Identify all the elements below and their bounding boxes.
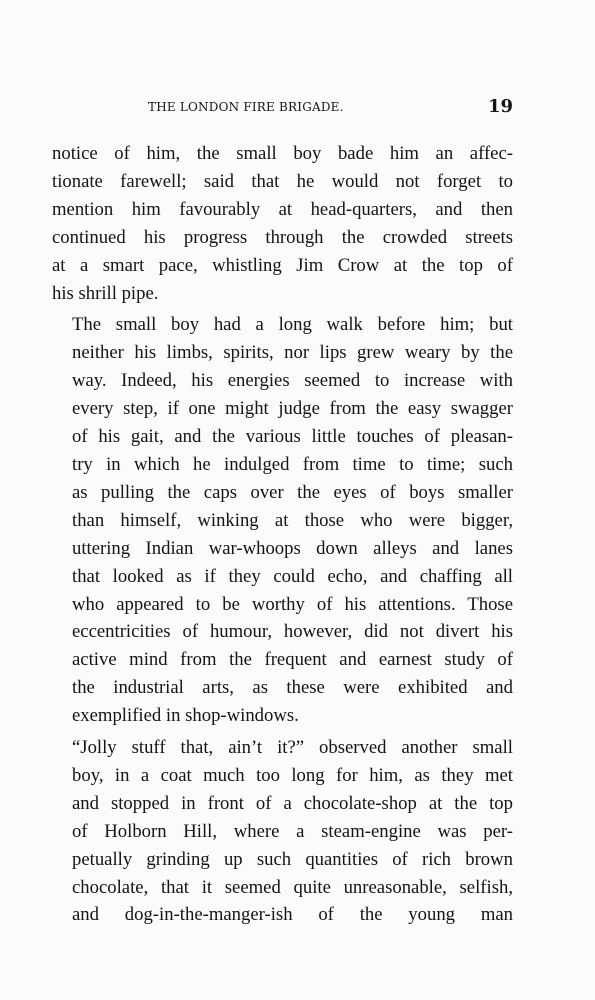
text-line: as pulling the caps over the eyes of boys smaller — [72, 481, 513, 503]
text-line: that looked as if they could echo, and chaffing all — [72, 565, 513, 587]
text-line: neither his limbs, spirits, nor lips grew weary by the — [72, 342, 513, 364]
paragraph-2 — [52, 311, 513, 730]
running-title: THE LONDON FIRE BRIGADE. — [148, 100, 344, 114]
text-line: and dog-in-the-manger-ish of the young man — [72, 904, 513, 926]
text-line: eccentricities of humour, however, did not divert his — [72, 621, 513, 643]
text-line: active mind from the frequent and earnest study of — [72, 649, 513, 671]
text-line: the industrial arts, as these were exhibited and — [72, 677, 513, 699]
paragraph-1 — [52, 140, 513, 307]
body-text — [52, 140, 513, 929]
text-line: of his gait, and the various little touches of pleasan- — [72, 426, 513, 448]
text-line: who appeared to be worthy of his attentions. Those — [72, 593, 513, 615]
text-line: than himself, winking at those who were bigger, — [72, 509, 513, 531]
text-line: exemplified in shop-windows. — [72, 705, 299, 727]
text-line: try in which he indulged from time to time; such — [72, 453, 513, 475]
text-line: every step, if one might judge from the easy swagger — [72, 398, 513, 420]
text-line: petually grinding up such quantities of rich brown — [72, 848, 513, 870]
text-line: mention him favourably at head-quarters, and then — [52, 198, 513, 220]
text-line: boy, in a coat much too long for him, as they met — [72, 764, 513, 786]
book-page — [52, 92, 513, 972]
text-line: uttering Indian war-whoops down alleys and lanes — [72, 537, 513, 559]
text-line: way. Indeed, his energies seemed to increase with — [72, 370, 513, 392]
page-number: 19 — [487, 96, 513, 117]
text-line: at a smart pace, whistling Jim Crow at the top of — [52, 254, 513, 276]
paragraph-3 — [52, 734, 513, 929]
text-line: and stopped in front of a chocolate-shop at the top — [72, 792, 513, 814]
text-line: continued his progress through the crowded streets — [52, 226, 513, 248]
text-line: his shrill pipe. — [52, 282, 159, 304]
text-line: The small boy had a long walk before him; but — [72, 314, 513, 336]
text-line: tionate farewell; said that he would not forget to — [52, 170, 513, 192]
text-line: of Holborn Hill, where a steam-engine was per- — [72, 820, 513, 842]
text-line: notice of him, the small boy bade him an affec- — [52, 143, 513, 164]
text-line: “Jolly stuff that, ain’t it?” observed another small — [72, 737, 513, 759]
running-head — [52, 92, 513, 120]
text-line: chocolate, that it seemed quite unreasonable, selfish, — [72, 876, 513, 898]
